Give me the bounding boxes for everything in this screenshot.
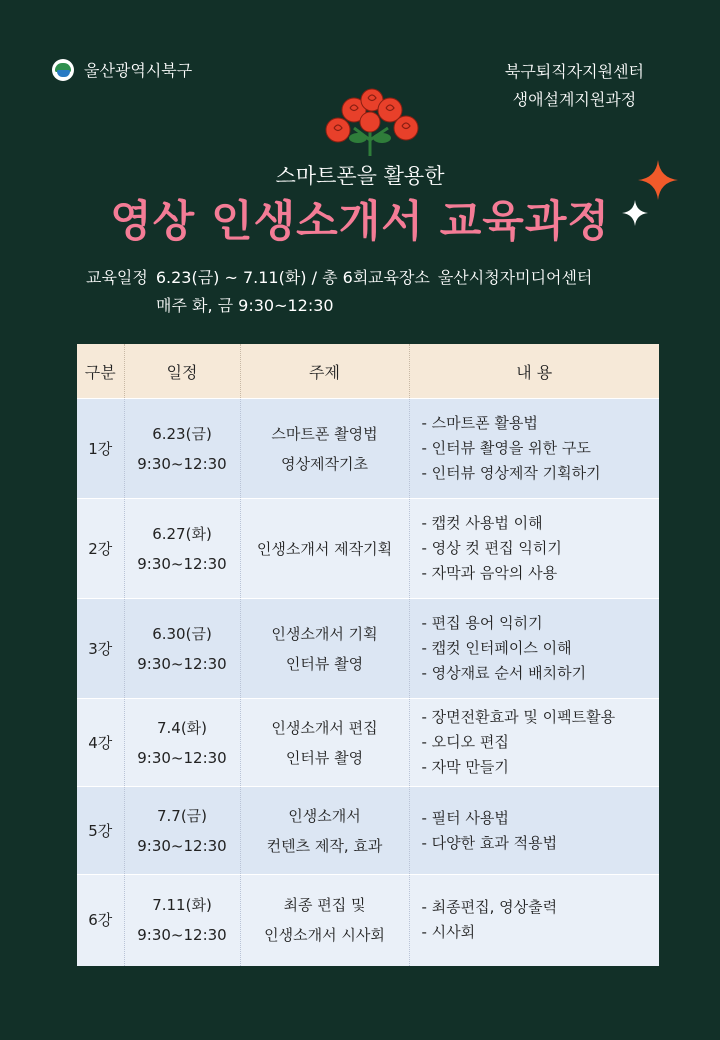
place-value: 울산시청자미디어센터 bbox=[437, 268, 593, 287]
content-item: - 장면전환효과 및 이펙트활용 bbox=[421, 708, 616, 726]
contents-cell bbox=[409, 875, 659, 966]
topic-line: 컨텐츠 제작, 효과 bbox=[266, 836, 383, 855]
topic-line: 최종 편집 및 bbox=[283, 896, 366, 915]
schedule-sub: 매주 화, 금 9:30~12:30 bbox=[156, 296, 334, 315]
topic-cell bbox=[240, 787, 409, 875]
topic-line: 영상제작기초 bbox=[281, 454, 368, 473]
topic-line: 인생소개서 bbox=[288, 806, 361, 825]
content-item: - 자막 만들기 bbox=[421, 758, 509, 776]
session-time: 9:30~12:30 bbox=[137, 654, 227, 673]
table-row bbox=[77, 499, 659, 599]
topic-line: 인생소개서 시사회 bbox=[264, 926, 385, 945]
topic-cell bbox=[240, 399, 409, 499]
table-row bbox=[77, 699, 659, 787]
topic-cell bbox=[240, 499, 409, 599]
subtitle: 스마트폰을 활용한 bbox=[275, 164, 445, 188]
content-item: - 캡컷 인터페이스 이해 bbox=[421, 639, 572, 657]
date-cell bbox=[124, 787, 240, 875]
content-item: - 캡컷 사용법 이해 bbox=[421, 514, 543, 532]
topic-cell bbox=[240, 699, 409, 787]
city-logo-icon bbox=[52, 59, 74, 81]
topic-line: 인생소개서 기획 bbox=[271, 624, 378, 643]
content-item: - 최종편집, 영상출력 bbox=[421, 898, 558, 917]
schedule-value: 6.23(금) ~ 7.11(화) / 총 6회 bbox=[155, 268, 369, 287]
org-name: 울산광역시북구 bbox=[84, 61, 193, 80]
table-row bbox=[77, 599, 659, 699]
session-time: 9:30~12:30 bbox=[137, 454, 227, 473]
content-item: - 영상재료 순서 배치하기 bbox=[421, 664, 587, 682]
session-date: 7.4(화) bbox=[156, 718, 208, 737]
date-cell bbox=[124, 399, 240, 499]
program-name: 생애설계지원과정 bbox=[512, 90, 637, 109]
session-cell: 6강 bbox=[77, 875, 124, 966]
content-item: - 오디오 편집 bbox=[421, 733, 509, 751]
session-cell: 4강 bbox=[77, 699, 124, 787]
table-row bbox=[77, 787, 659, 875]
session-cell: 3강 bbox=[77, 599, 124, 699]
page-title: 영상 인생소개서 교육과정 bbox=[110, 197, 610, 247]
topic-cell bbox=[240, 875, 409, 966]
session-cell: 1강 bbox=[77, 399, 124, 499]
topic-line: 스마트폰 촬영법 bbox=[271, 424, 378, 443]
center-info bbox=[505, 58, 644, 114]
date-cell bbox=[124, 599, 240, 699]
session-date: 6.23(금) bbox=[152, 424, 212, 443]
topic-cell bbox=[240, 599, 409, 699]
date-cell bbox=[124, 875, 240, 966]
topic-line: 인터뷰 촬영 bbox=[285, 748, 364, 767]
session-time: 9:30~12:30 bbox=[137, 926, 227, 945]
schedule-table bbox=[77, 344, 659, 966]
session-time: 9:30~12:30 bbox=[137, 836, 227, 855]
org-header bbox=[52, 58, 192, 81]
contents-cell bbox=[409, 399, 659, 499]
content-item: - 영상 컷 편집 익히기 bbox=[421, 539, 562, 557]
contents-cell bbox=[409, 787, 659, 875]
content-item: - 자막과 음악의 사용 bbox=[421, 564, 558, 582]
table-row bbox=[77, 399, 659, 499]
table-row bbox=[77, 875, 659, 966]
topic-line: 인생소개서 편집 bbox=[271, 718, 378, 737]
table-header-row bbox=[77, 344, 659, 399]
content-item: - 인터뷰 촬영을 위한 구도 bbox=[421, 439, 591, 457]
place-label: 교육장소 bbox=[368, 268, 430, 287]
contents-cell bbox=[409, 499, 659, 599]
header-session: 구분 bbox=[77, 344, 124, 399]
topic-line: 인생소개서 제작기획 bbox=[256, 539, 393, 558]
schedule-label: 교육일정 bbox=[86, 268, 148, 287]
session-date: 7.11(화) bbox=[152, 896, 212, 915]
center-name: 북구퇴직자지원센터 bbox=[504, 62, 644, 81]
session-cell: 5강 bbox=[77, 787, 124, 875]
session-date: 6.30(금) bbox=[152, 624, 212, 643]
content-item: - 편집 용어 익히기 bbox=[421, 614, 543, 632]
content-item: - 시사회 bbox=[421, 923, 476, 942]
date-cell bbox=[124, 699, 240, 787]
header-topic: 주제 bbox=[240, 344, 409, 399]
content-item: - 인터뷰 영상제작 기획하기 bbox=[421, 464, 601, 482]
schedule-info bbox=[86, 264, 368, 320]
header-date: 일정 bbox=[124, 344, 240, 399]
session-date: 7.7(금) bbox=[156, 806, 208, 825]
session-cell: 2강 bbox=[77, 499, 124, 599]
rose-bouquet-icon bbox=[310, 88, 430, 158]
contents-cell bbox=[409, 599, 659, 699]
place-info bbox=[368, 264, 592, 292]
content-item: - 스마트폰 활용법 bbox=[421, 414, 538, 432]
header-contents: 내 용 bbox=[409, 344, 659, 399]
session-time: 9:30~12:30 bbox=[137, 554, 227, 573]
contents-cell bbox=[409, 699, 659, 787]
session-time: 9:30~12:30 bbox=[137, 748, 227, 767]
topic-line: 인터뷰 촬영 bbox=[285, 654, 364, 673]
date-cell bbox=[124, 499, 240, 599]
content-item: - 다양한 효과 적용법 bbox=[421, 833, 558, 852]
session-date: 6.27(화) bbox=[152, 524, 212, 543]
content-item: - 필터 사용법 bbox=[421, 808, 509, 827]
